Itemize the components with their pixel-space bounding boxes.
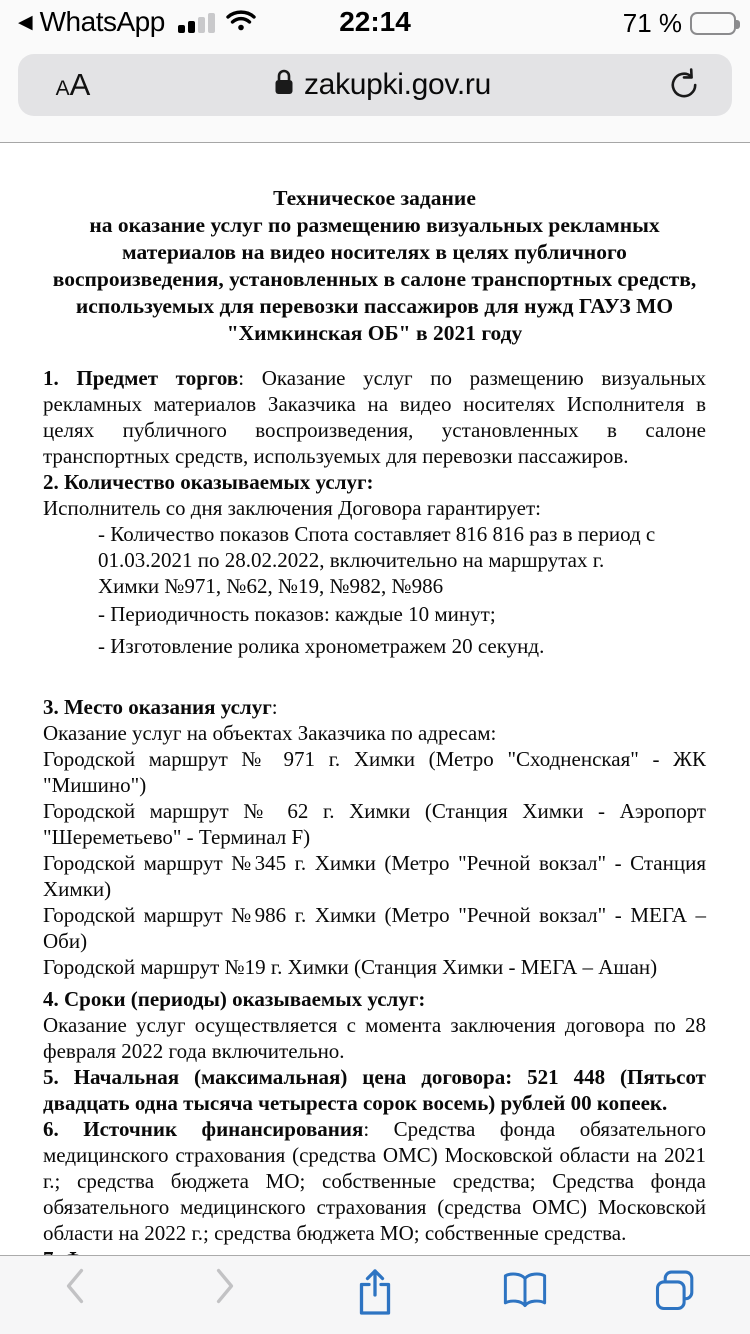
doc-title-line: на оказание услуг по размещению визуальных рекламных: [89, 213, 660, 237]
web-page-content[interactable]: [0, 144, 750, 1334]
lock-icon: [273, 68, 295, 102]
term-text: Оказание услуг осуществляется с момента заключения договора по 28 февраля 2022 года включительно.: [43, 1013, 706, 1063]
browser-top-chrome: [0, 0, 750, 143]
doc-title-line: Техническое задание: [273, 186, 476, 210]
text-size-button[interactable]: АА: [55, 67, 91, 102]
forward-button[interactable]: [150, 1256, 300, 1304]
section-5-price: 5. Начальная (максимальная) цена договора: 521 448 (Пятьсот двадцать одна тысяча четыреста сорок восемь) рублей 00 копеек.: [43, 1065, 706, 1115]
section-3-header: 3. Место оказания услуг:: [43, 695, 278, 719]
doc-title: [43, 185, 706, 347]
url-bar[interactable]: [18, 54, 732, 116]
route-19: Городской маршрут №19 г. Химки (Станция Химки - МЕГА – Ашан): [43, 955, 658, 979]
section-1-subject: 1. Предмет торгов: Оказание услуг по размещению визуальных рекламных материалов Заказчика на видео носителях Исполнителя в целях публичного воспроизведения, установленных в салоне транспортных средств, используемых для перевозки пассажиров.: [43, 366, 707, 468]
battery-icon: [690, 12, 736, 35]
status-time: 22:14: [339, 6, 411, 37]
doc-title-line: "Химкинская ОБ" в 2021 году: [226, 321, 523, 345]
doc-title-line: материалов на видео носителях в целях публичного: [122, 240, 627, 264]
route-986: Городской маршрут №986 г. Химки (Метро "Речной вокзал" - МЕГА – Оби): [43, 903, 706, 953]
address-intro: Оказание услуг на объектах Заказчика по адресам:: [43, 721, 497, 745]
route-62: Городской маршрут № 62 г. Химки (Станция Химки - Аэропорт "Шереметьево" - Терминал F): [43, 799, 706, 849]
tabs-icon[interactable]: [600, 1256, 750, 1314]
share-icon[interactable]: [300, 1256, 450, 1316]
section-2-header: 2. Количество оказываемых услуг:: [43, 470, 374, 494]
back-button[interactable]: [0, 1256, 150, 1304]
back-to-app-label[interactable]: WhatsApp: [39, 6, 165, 37]
url-domain[interactable]: zakupki.gov.ru: [303, 68, 491, 101]
route-345: Городской маршрут №345 г. Химки (Метро "Речной вокзал" - Станция Химки): [43, 851, 706, 901]
doc-body: [43, 365, 706, 1272]
section-4-header: 4. Сроки (периоды) оказываемых услуг:: [43, 987, 426, 1011]
doc-title-line: используемых для перевозки пассажиров для нужд ГАУЗ МО: [75, 294, 674, 318]
reload-button[interactable]: [636, 68, 732, 102]
route-971: Городской маршрут № 971 г. Химки (Метро "Сходненская" - ЖК "Мишино"): [43, 747, 706, 797]
guarantee-intro: Исполнитель со дня заключения Договора гарантирует:: [43, 496, 542, 520]
battery-percent-label: 71 %: [622, 8, 682, 38]
browser-toolbar: [0, 1255, 750, 1334]
item-frequency: - Периодичность показов: каждые 10 минут;: [98, 602, 496, 626]
item-show-count: - Количество показов Спота составляет 816 816 раз в период с 01.03.2021 по 28.02.2022, включительно на маршрутах г. Химки №971, №62, №19, №982, №986: [98, 522, 656, 598]
doc-title-line: воспроизведения, установленных в салоне транспортных средств,: [52, 267, 697, 291]
back-to-app-icon[interactable]: ◀: [18, 11, 33, 33]
item-clip-duration: - Изготовление ролика хронометражем 20 секунд.: [98, 634, 545, 658]
bookmarks-icon[interactable]: [450, 1256, 600, 1312]
section-6-funding: 6. Источник финансирования: Средства фонда обязательного медицинского страхования (средства ОМС) Московской области на 2021 г.; средства бюджета МО; собственные средства; Средства фонда обязательного медицинского страхования (средства ОМС) Московской области на 2022 г.; средства бюджета МО; собственные средства.: [43, 1117, 706, 1245]
status-bar: [0, 0, 750, 44]
wifi-icon: [226, 8, 256, 36]
cellular-signal-icon: [178, 11, 215, 33]
